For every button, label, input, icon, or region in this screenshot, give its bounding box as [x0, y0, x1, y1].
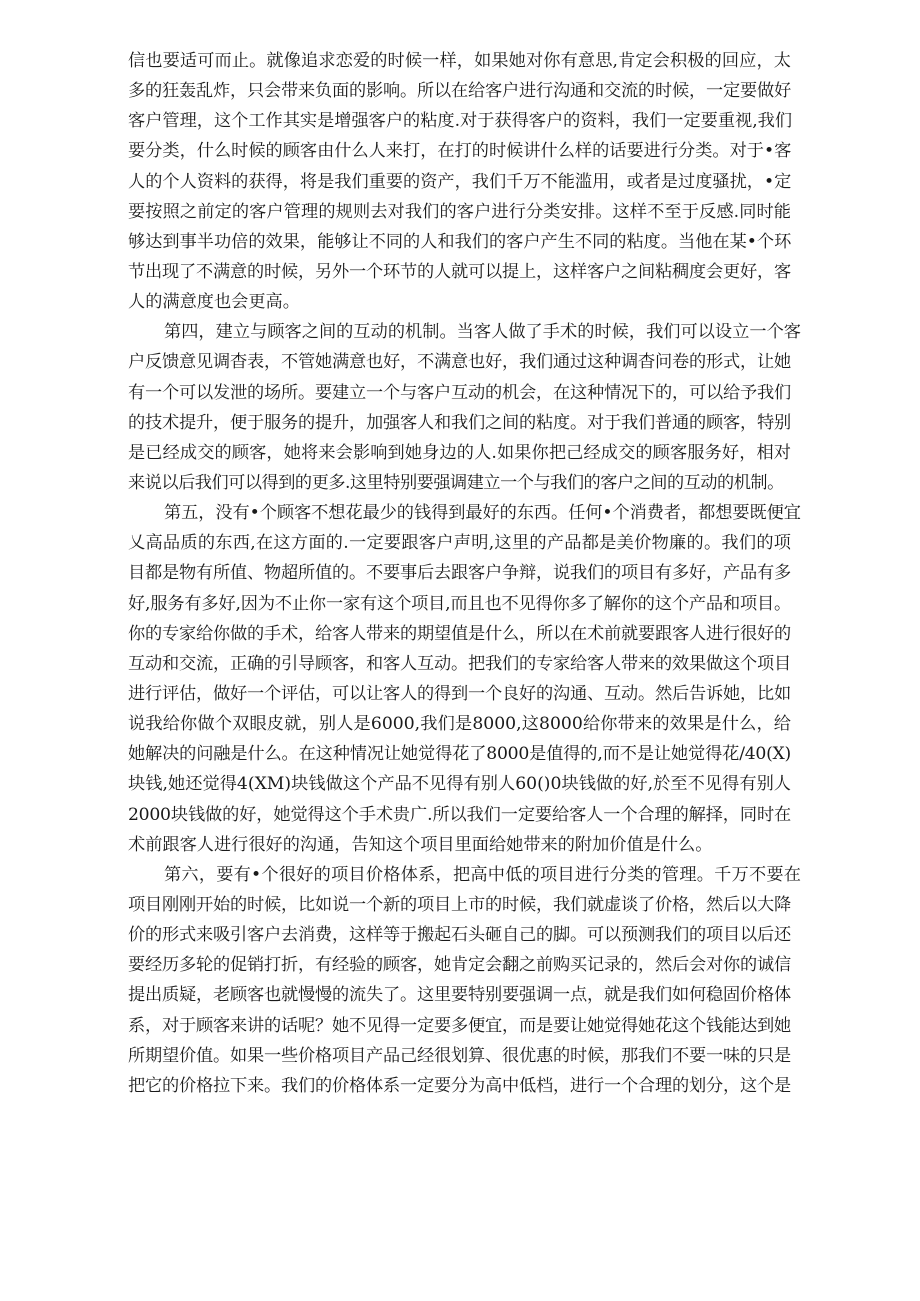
text-line: 要分类，什么时候的顾客由什么人来打，在打的时候讲什么样的话要进行分类。对于•客: [128, 141, 792, 162]
text-line: 你的专家给你做的手术，给客人带来的期望值是什么，所以在术前就要跟客人进行很好的: [128, 623, 791, 644]
text-line: 2000块钱做的好，她觉得这个手术贵广.所以我们一定要给客人一个合理的解择，同时在: [128, 804, 791, 825]
text-line: 说我给你做个双眼皮就，别人是6000,我们是8000,这8000给你带来的效果是什么，给: [128, 714, 791, 735]
text-line: 术前跟客人进行很好的沟通，告知这个项目里面给她带来的附加价值是什么。: [128, 834, 713, 855]
text-line: 第四，建立与顾客之间的互动的机制。当客人做了手术的时候，我们可以设立一个客: [164, 322, 791, 343]
text-line: 目都是物有所值、物超所值的。不要事后去跟客户争辩，说我们的项目有多好，产品有多: [128, 563, 791, 584]
text-line: 把它的价格拉下来。我们的价格体系一定要分为高中低档，进行一个合理的划分，这个是: [128, 1075, 791, 1096]
text-line: 人的满意度也会更高。: [128, 292, 300, 313]
paragraph-customer-management: [128, 46, 791, 317]
text-line: 所期望价值。如果一些价格项目产品己经很划算、很优惠的时候，那我们不要一味的只是: [128, 1045, 791, 1066]
text-line: 来说以后我们可以得到的更多.这里特别要强调建立一个与我们的客户之间的互动的机制。: [128, 472, 784, 493]
document-body: [128, 46, 791, 1101]
text-line: 块钱,她还觉得4(XM)块钱做这个产品不见得有别人60()0块钱做的好,於至不见得有别人: [128, 774, 791, 795]
text-line: 乂高品质的东西,在这方面的.一定要跟客户声明,这里的产品都是美价物廉的。我们的项: [128, 533, 791, 554]
text-line: 是已经成交的顾客，她将来会影响到她身边的人.如果你把己经成交的顾客服务好，相对: [128, 442, 791, 463]
text-line: 提出质疑，老顾客也就慢慢的流失了。这里要特别要强调一点，就是我们如何稳固价格体: [128, 985, 791, 1006]
text-line: 系，对于顾客来讲的话呢？她不见得一定要多便宜，而是要让她觉得她花这个钱能达到她: [128, 1015, 791, 1036]
text-line: 够达到事半功倍的效果，能够让不同的人和我们的客户产生不同的粘度。当他在某•个环: [128, 231, 792, 252]
text-line: 互动和交流，正确的引导顾客，和客人互动。把我们的专家给客人带来的效果做这个项目: [128, 653, 791, 674]
text-line: 进行评估，做好一个评估，可以让客人的得到一个良好的沟通、互动。然后告诉她，比如: [128, 683, 791, 704]
text-line: 节出现了不满意的时候，另外一个环节的人就可以提上，这样客户之间粘稠度会更好，客: [128, 261, 791, 282]
text-line: 项目刚刚开始的时候，比如说一个新的项目上市的时候，我们就虚谈了价格，然后以大降: [128, 894, 791, 915]
text-line: 她解决的问融是什么。在这种情况让她觉得花了8000是值得的,而不是让她觉得花/40(X): [128, 744, 791, 765]
text-line: 要经历多轮的促销打折，有经验的顾客，她肯定会翻之前购买记录的，然后会对你的诚信: [128, 955, 791, 976]
text-line: 要按照之前定的客户管理的规则去对我们的客户进行分类安排。这样不至于反感.同时能: [128, 201, 791, 222]
paragraph-fifth-value: [128, 498, 791, 860]
text-line: 多的狂轰乱炸，只会带来负面的影响。所以在给客户进行沟通和交流的时候，一定要做好: [128, 81, 791, 102]
text-line: 人的个人资料的获得，将是我们重要的资产，我们千万不能滥用，或者是过度骚扰，•定: [128, 171, 792, 192]
text-line: 好,服务有多好,因为不止你一家有这个项目,而且也不见得你多了解你的这个产品和项目。: [128, 593, 791, 614]
text-line: 价的形式来吸引客户去消费，这样等于搬起石头砸自己的脚。可以预测我们的项目以后还: [128, 925, 791, 946]
text-line: 户反馈意见调杳表，不管她满意也好，不满意也好，我们通过这种调杳问卷的形式，让她: [128, 352, 791, 373]
text-line: 第六，要有•个很好的项目价格体系，把高中低的项目进行分类的管理。千万不要在: [164, 864, 791, 885]
text-line: 第五，没有•个顾客不想花最少的钱得到最好的东西。任何•个消费者，都想要既便宜: [164, 503, 791, 524]
text-line: 客户管理，这个工作其实是增强客户的粘度.对于获得客户的资料，我们一定要重视,我们: [128, 111, 793, 132]
paragraph-sixth-pricing: [128, 860, 791, 1101]
paragraph-fourth-interaction: [128, 317, 791, 498]
text-line: 的技术提升，便于服务的提升，加强客人和我们之间的粘度。对于我们普通的顾客，特别: [128, 412, 791, 433]
text-line: 信也要适可而止。就像追求恋爱的时候一样，如果她对你有意思,肯定会积极的回应，太: [128, 51, 791, 71]
text-line: 有一个可以发泄的场所。要建立一个与客户互动的机会，在这种情况下的，可以给予我们: [128, 382, 791, 403]
